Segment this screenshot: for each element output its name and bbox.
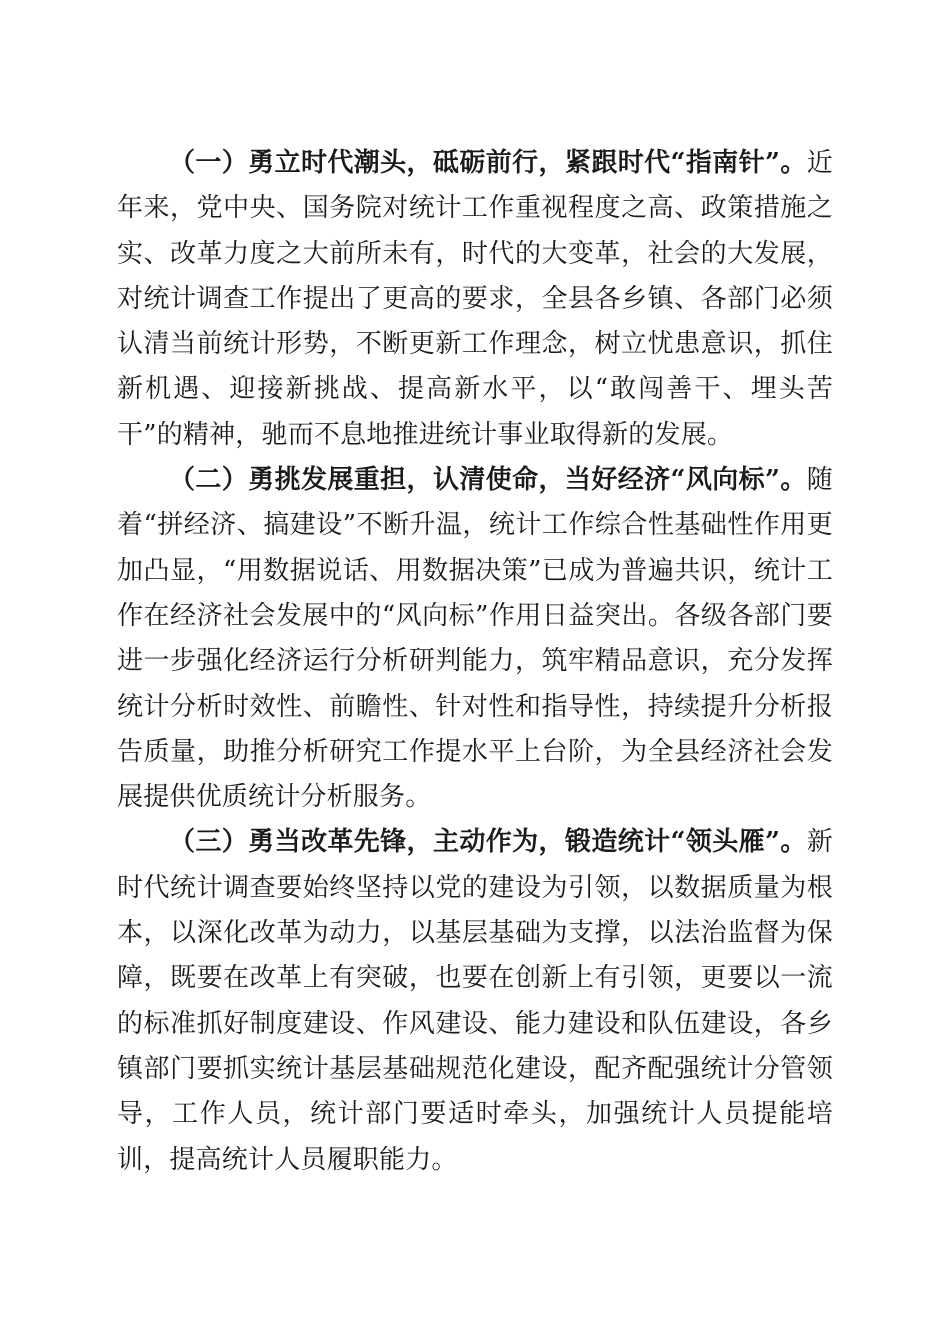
paragraph-1-heading: （一）勇立时代潮头，砥砺前行，紧跟时代“指南针”。 — [169, 148, 807, 178]
paragraph-1 — [117, 141, 833, 458]
paragraph-2-body: 随着“拼经济、搞建设”不断升温，统计工作综合性基础性作用更加凸显，“用数据说话、用数据决策”已成为普遍共识，统计工作在经济社会发展中的“风向标”作用日益突出。各级各部门要进一步强化经济运行分析研判能力，筑牢精品意识，充分发挥统计分析时效性、前瞻性、针对性和指导性，持续提升分析报告质量，助推分析研究工作提水平上台阶，为全县经济社会发展提供优质统计分析服务。 — [117, 465, 833, 813]
paragraph-3 — [117, 820, 833, 1182]
paragraph-3-heading: （三）勇当改革先锋，主动作为，锻造统计“领头雁”。 — [169, 827, 807, 858]
paragraph-2-heading: （二）勇挑发展重担，认清使命，当好经济“风向标”。 — [169, 465, 807, 496]
paragraph-1-body: 近年来，党中央、国务院对统计工作重视程度之高、政策措施之实、改革力度之大前所未有，时代的大变革，社会的大发展，对统计调查工作提出了更高的要求，全县各乡镇、各部门必须认清当前统计形势，不断更新工作理念，树立忧患意识，抓住新机遇、迎接新挑战、提高新水平，以“敢闯善干、埋头苦干”的精神，驰而不息地推进统计事业取得新的发展。 — [117, 148, 833, 450]
document-page — [117, 141, 833, 1183]
paragraph-3-body: 新时代统计调查要始终坚持以党的建设为引领，以数据质量为根本，以深化改革为动力，以基层基础为支撑，以法治监督为保障，既要在改革上有突破，也要在创新上有引领，更要以一流的标准抓好制度建设、作风建设、能力建设和队伍建设，各乡镇部门要抓实统计基层基础规范化建设，配齐配强统计分管领导，工作人员，统计部门要适时牵头，加强统计人员提能培训，提高统计人员履职能力。 — [117, 827, 833, 1175]
paragraph-2 — [117, 458, 833, 820]
